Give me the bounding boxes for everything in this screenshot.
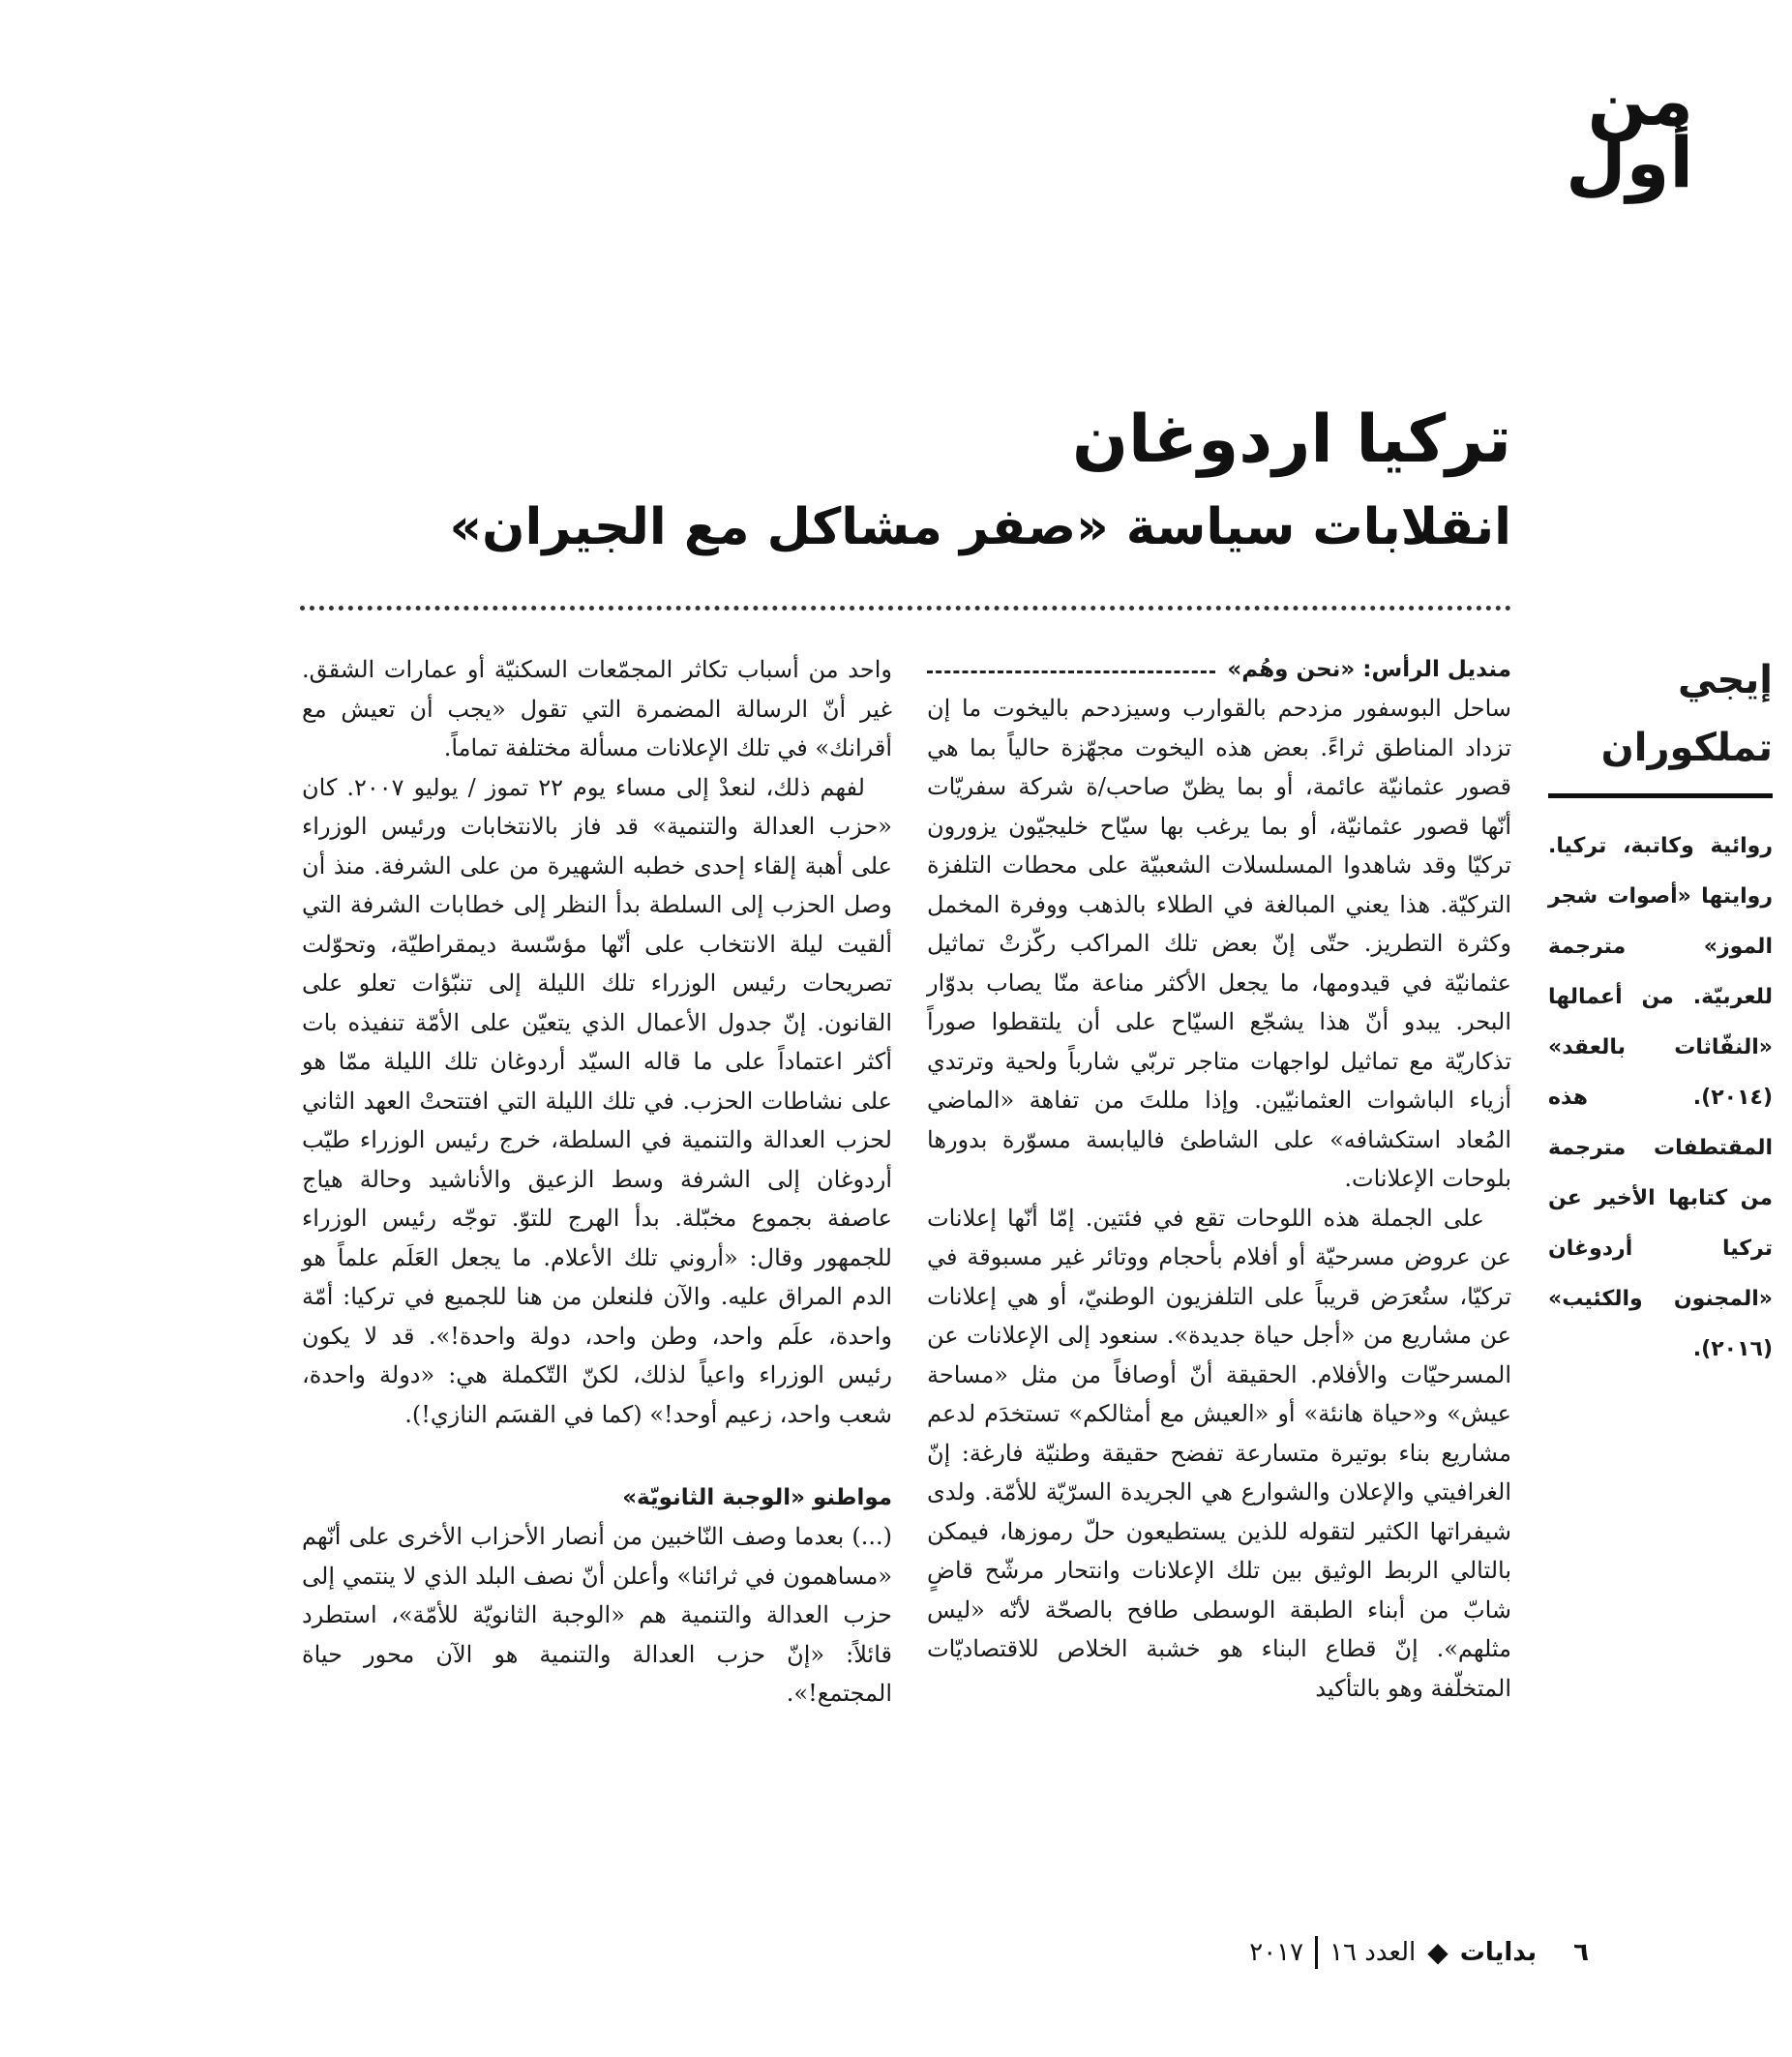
section-logo-text: من أول <box>1566 60 1693 203</box>
article-paragraph: واحد من أسباب تكاثر المجمّعات السكنيّة أو عمارات الشقق. غير أنّ الرسالة المضمرة التي تقول «يجب أن تعيش مع أقرانك» في تلك الإعلانات مسألة مختلفة تماماً. <box>302 656 892 761</box>
heading-dash-line <box>927 671 1215 673</box>
section-heading: مواطنو «الوجبة الثانويّة» <box>622 1485 892 1510</box>
diamond-icon: ◆ <box>1427 1936 1449 1968</box>
footer-separator <box>1315 1936 1318 1969</box>
section-logo <box>1538 60 1693 224</box>
article-column-right <box>927 650 1511 1708</box>
page-number: ٦ <box>1573 1938 1589 1967</box>
author-sidebar <box>1548 646 1773 1375</box>
issue-year: ٢٠١٧ <box>1249 1938 1304 1967</box>
page-footer <box>1249 1933 1589 1972</box>
page-title: تركيا اردوغان <box>1072 402 1511 478</box>
article-column-left <box>302 650 892 1714</box>
magazine-name: بدايات <box>1459 1938 1538 1967</box>
author-bio: روائية وكاتبة، تركيا. روايتها «أصوات شجر الموز» مترجمة للعربيّة. من أعمالها «النفّاثات بالعقد» (٢٠١٤). هذه المقتطفات مترجمة من كتابها الأخير عن تركيا أردوغان «المجنون والكئيب» (٢٠١٦). <box>1548 834 1773 1361</box>
article-paragraph: ساحل البوسفور مزدحم بالقوارب وسيزدحم باليخوت ما إن تزداد المناطق ثراءً. بعض هذه اليخوت مجهّزة حالياً بما هي قصور عثمانيّة عائمة، أو بما يظنّ صاحب/ة شركة سفريّات أنّها قصور عثمانيّة، أو بما يرغب بها سيّاح خليجيّون يزورون تركيّا وقد شاهدوا المسلسلات الشعبيّة على محطات التلفزة التركيّة. هذا يعني المبالغة في الطلاء بالذهب ووفرة المخمل وكثرة التطريز. حتّى إنّ بعض تلك المراكب ركّزتْ تماثيل عثمانيّة في قيدومها، ما يجعل الأكثر مناعة منّا يصاب بدوّار البحر. يبدو أنّ هذا يشجّع السيّاح على أن يلتقطوا صوراً تذكاريّة مع تماثيل لواجهات متاجر تربّي شارباً ولحية وترتدي أزياء الباشوات العثمانيّين. وإذا مللتَ من تفاهة «الماضي المُعاد استكشافه» على الشاطئ فاليابسة مسوّرة بدورها بلوحات الإعلانات. <box>927 695 1511 1192</box>
article-paragraph: على الجملة هذه اللوحات تقع في فئتين. إمّا أنّها إعلانات عن عروض مسرحيّة أو أفلام بأحجام ووتائر غير مسبوقة في تركيّا، ستُعرَض قريباً على التلفزيون الوطنيّ، أو هي إعلانات عن مشاريع من «أجل حياة جديدة». سنعود إلى الإعلانات عن المسرحيّات والأفلام. الحقيقة أنّ أوصافاً من مثل «مساحة عيش» و«حياة هانئة» أو «العيش مع أمثالكم» تستخدَم لدعم مشاريع بناء بوتيرة متسارعة تفضح حقيقة وطنيّة فارغة: إنّ الغرافيتي والإعلان والشوارع هي الجريدة السرّيّة للأمّة. ولدى شيفراتها الكثير لتقوله للذين يستطيعون حلّ رموزها، فيمكن بالتالي الربط الوثيق بين تلك الإعلانات وانتحار مرشّح قاضٍ شابّ من أبناء الطبقة الوسطى طافح بالصحّة لأنّه «ليس مثلهم». إنّ قطاع البناء هو خشبة الخلاص للاقتصاديّات المتخلّفة وهو بالتأكيد <box>927 1204 1511 1702</box>
article-paragraph: (...) بعدما وصف النّاخبين من أنصار الأحزاب الأخرى على أنّهم «مساهمون في ثرائنا» وأعلن أنّ نصف البلد الذي لا ينتمي إلى حزب العدالة والتنمية هم «الوجبة الثانويّة للأمّة»، استطرد قائلاً: «إنّ حزب العدالة والتنمية هو الآن محور حياة المجتمع!». <box>302 1523 892 1707</box>
section-heading <box>927 650 1511 689</box>
article-paragraph: لفهم ذلك، لنعدْ إلى مساء يوم ٢٢ تموز / يوليو ٢٠٠٧. كان «حزب العدالة والتنمية» قد فاز بالانتخابات ورئيس الوزراء على أهبة إلقاء إحدى خطبه الشهيرة من على الشرفة. منذ أن وصل الحزب إلى السلطة بدأ النظر إلى خطابات الشرفة التي ألقيت ليلة الانتخاب على أنّها مؤسّسة ديمقراطيّة، وتحوّلت تصريحات رئيس الوزراء تلك الليلة إلى تنبّؤات تعلو على القانون. إنّ جدول الأعمال الذي يتعيّن على الأمّة تنفيذه بات أكثر اعتماداً على ما قاله السيّد أردوغان تلك الليلة ممّا هو على نشاطات الحزب. في تلك الليلة التي افتتحتْ العهد الثاني لحزب العدالة والتنمية في السلطة، خرج رئيس الوزراء طيّب أردوغان إلى الشرفة وسط الزعيق والأناشيد وحالة هياج عاصفة بجموع مخبّلة. بدأ الهرج للتوّ. توجّه رئيس الوزراء للجمهور وقال: «أروني تلك الأعلام. ما يجعل العَلَم علماً هو الدم المراق عليه. والآن فلنعلن من هنا للجميع في تركيا: أمّة واحدة، علَم واحد، وطن واحد، دولة واحدة!». قد لا يكون رئيس الوزراء واعياً لذلك، لكنّ التّكملة هي: «دولة واحدة، شعب واحد، زعيم أوحد!» (كما في القسَم النازي!). <box>302 773 893 1428</box>
issue-number: العدد ١٦ <box>1329 1938 1417 1967</box>
author-name: إيجي تملكوران <box>1600 658 1773 770</box>
author-divider <box>1548 793 1773 798</box>
section-heading-text: منديل الرأس: «نحن وهُم» <box>1227 657 1511 682</box>
page-subtitle: انقلابات سياسة «صفر مشاكل مع الجيران» <box>449 498 1511 556</box>
title-divider <box>300 606 1511 611</box>
